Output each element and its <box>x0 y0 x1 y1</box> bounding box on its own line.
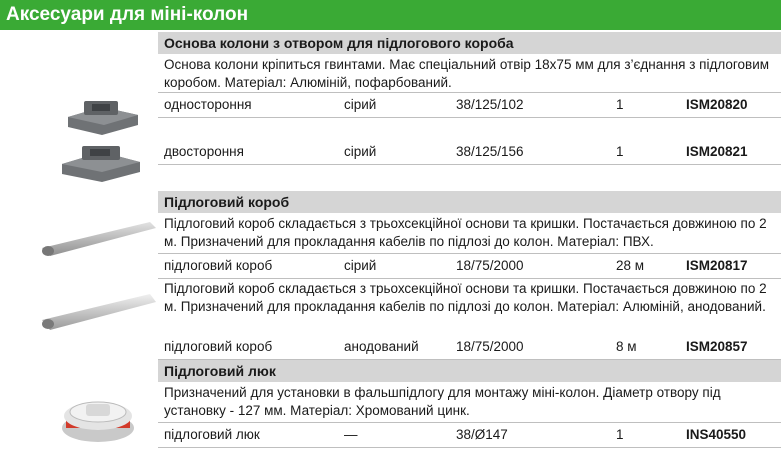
section-description: Призначений для установки в фальшпідлогу для монтажу міні-колон. Діаметр отвору під установку - 127 мм. Матеріал: Хромований цинк. <box>164 385 721 418</box>
table-row: підлоговий короб сірий 18/75/2000 28 м ISM20817 <box>158 253 781 279</box>
column-base-double-image <box>58 140 144 186</box>
table-row: підлоговий люк — 38/Ø147 1 INS40550 <box>158 422 781 448</box>
table-row: одностороння сірий 38/125/102 1 ISM20820 <box>158 92 781 118</box>
product-code: INS40550 <box>686 427 747 442</box>
product-code: ISM20817 <box>686 258 748 273</box>
table-row: двостороння сірий 38/125/156 1 ISM20821 <box>158 140 781 165</box>
product-code: ISM20857 <box>686 339 748 354</box>
table-row: підлоговий короб анодований 18/75/2000 8 м ISM20857 <box>158 335 781 360</box>
section-description: Основа колони кріпиться гвинтами. Має спеціальний отвір 18x75 мм для з’єднання з підлоговим коробом. Матеріал: Алюміній, пофарбований. <box>164 57 770 90</box>
section-heading-column-base: Основа колони з отвором для підлогового короба <box>158 32 781 54</box>
section-heading-floor-hatch: Підлоговий люк <box>158 360 781 382</box>
floor-duct-aluminium-image <box>40 290 158 332</box>
section-description: Підлоговий короб складається з трьохсекційної основи та кришки. Постачається довжиною по 2 м. Призначений для прокладання кабелів по підлозі до колон. Матеріал: ПВХ. <box>164 216 767 249</box>
product-code: ISM20821 <box>686 144 748 159</box>
product-code: ISM20820 <box>686 97 748 112</box>
section-heading-floor-duct: Підлоговий короб <box>158 191 781 213</box>
floor-hatch-image <box>58 378 138 450</box>
floor-duct-pvc-image <box>40 218 158 258</box>
page-title: Аксесуари для міні-колон <box>0 0 781 30</box>
column-base-single-image <box>62 95 142 140</box>
section-description: Підлоговий короб складається з трьохсекційної основи та кришки. Постачається довжиною по 2 м. Призначений для прокладання кабелів по підлозі до колон. Матеріал: Алюміній, анодований. <box>164 281 767 314</box>
